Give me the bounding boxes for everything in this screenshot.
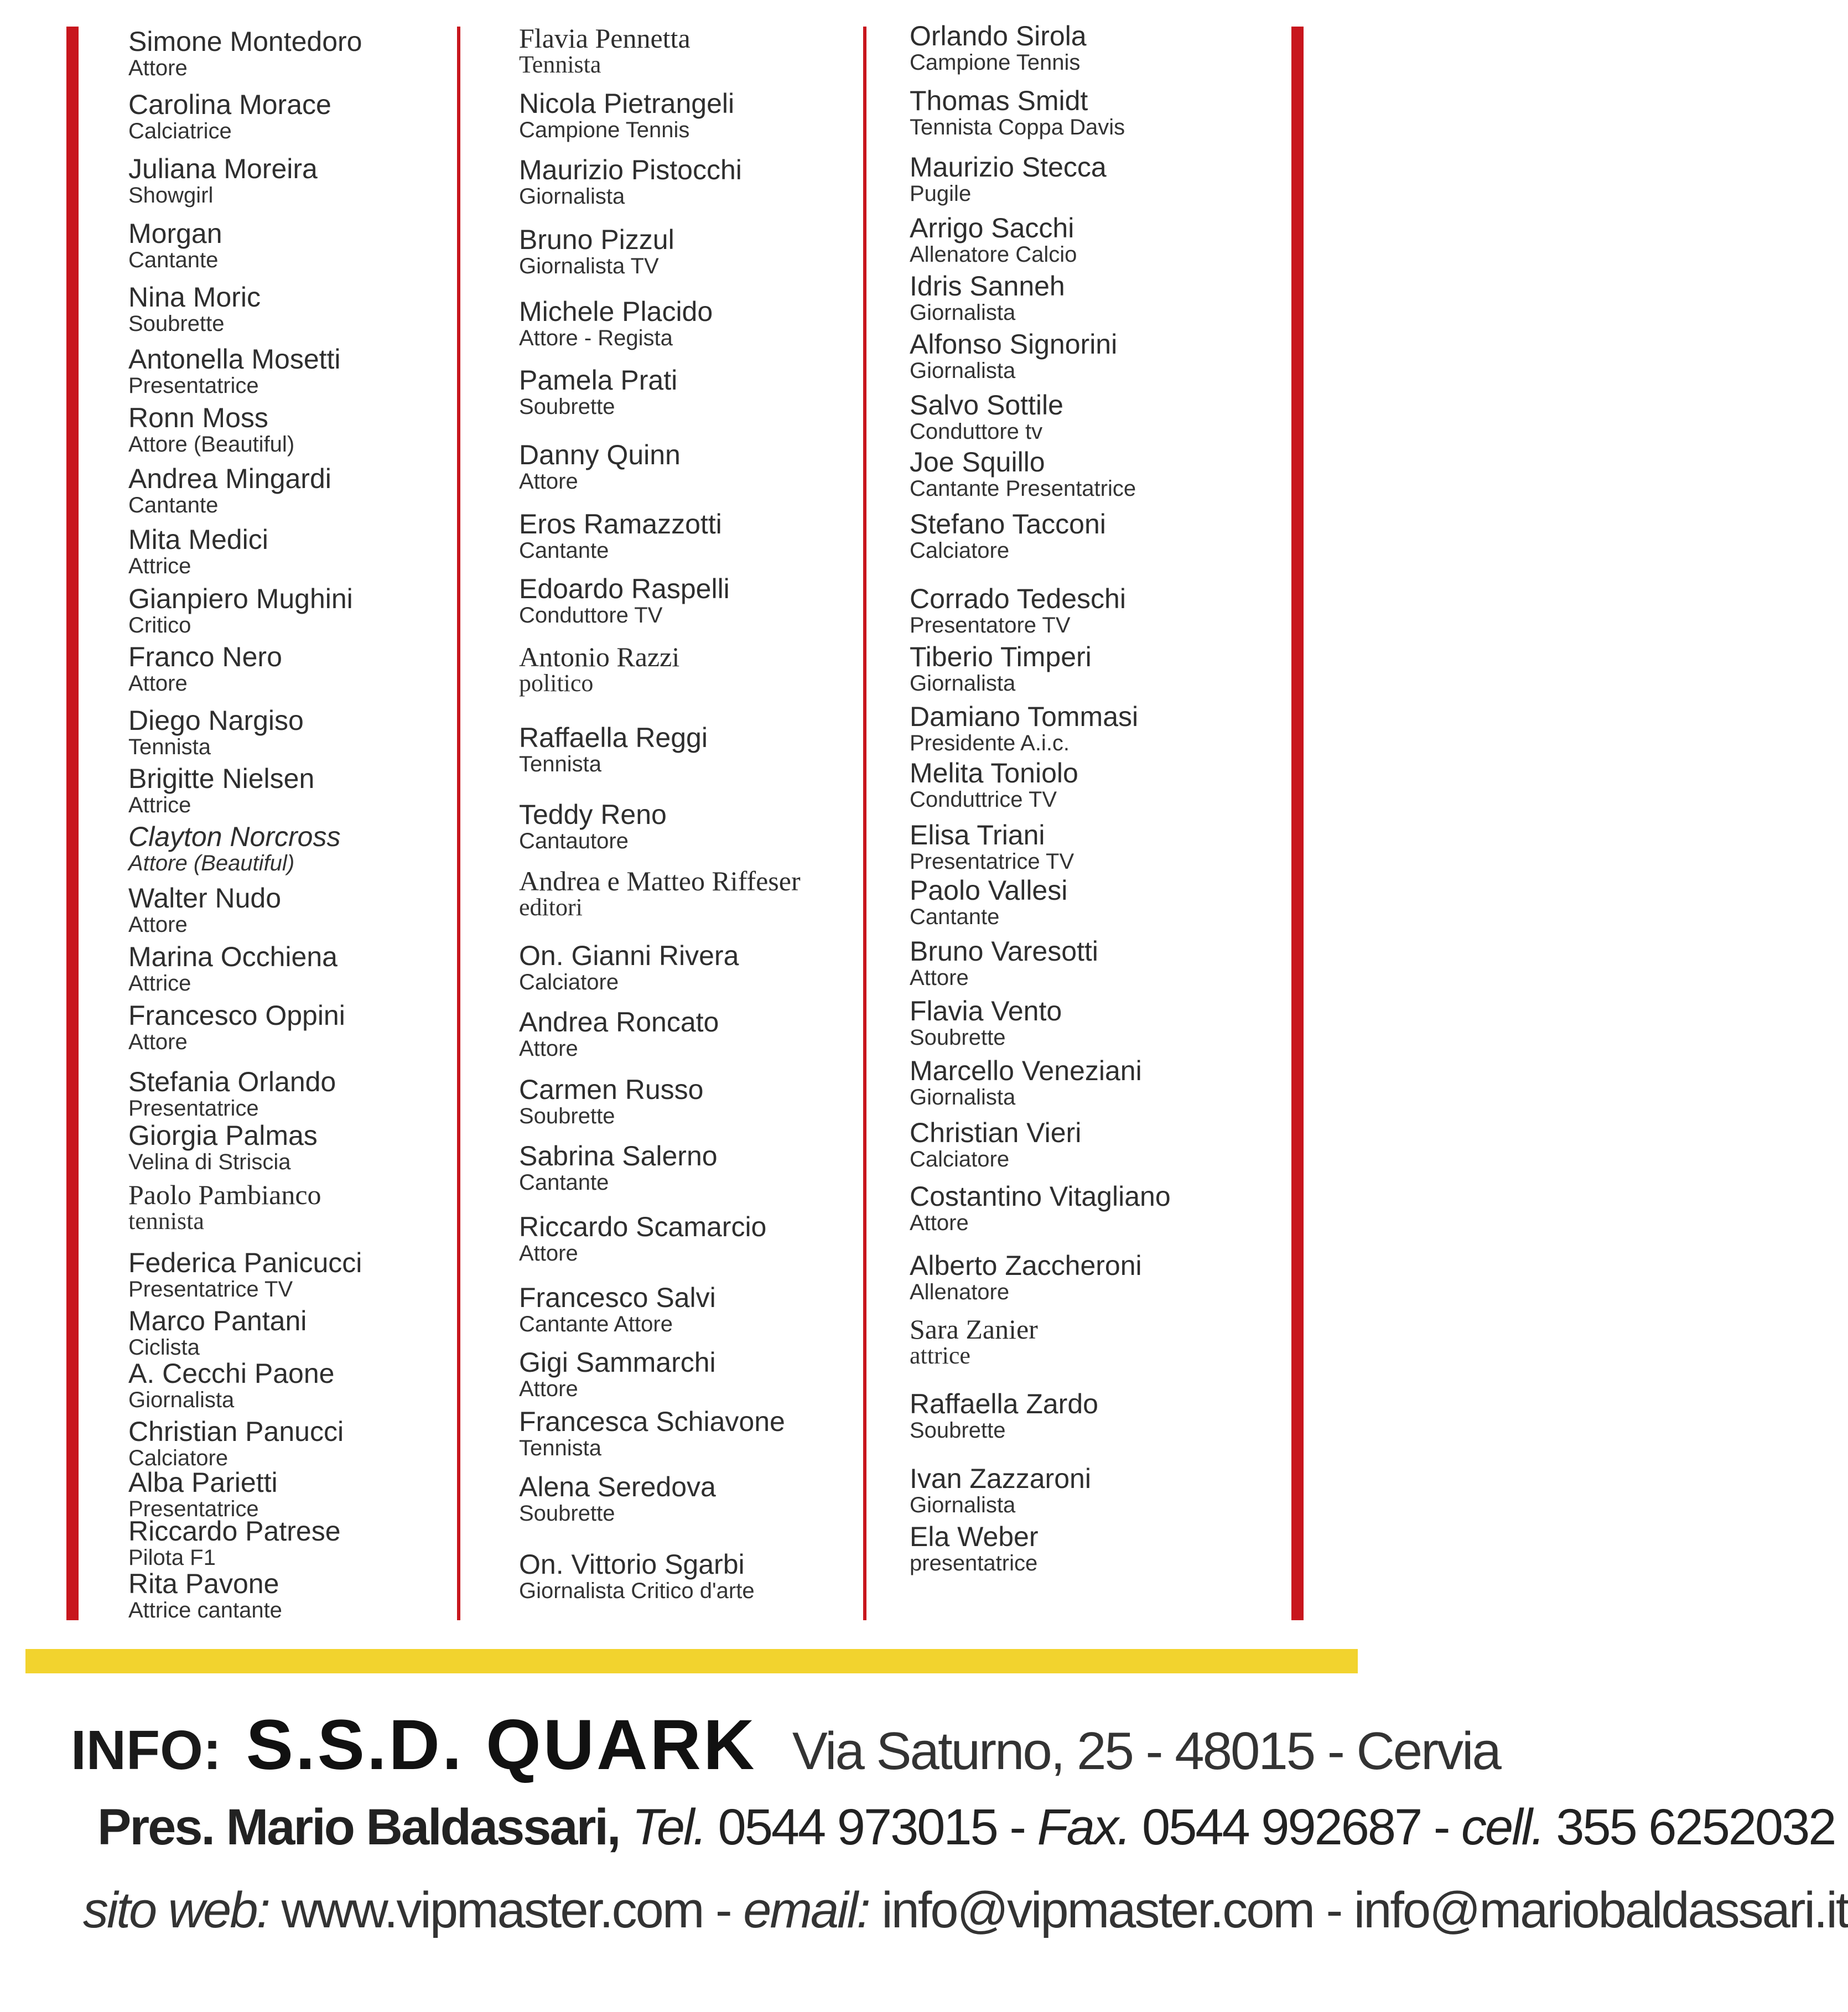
person-name: Damiano Tommasi — [910, 701, 1139, 732]
person-role: Presentatrice TV — [910, 849, 1074, 874]
person-name: Eros Ramazzotti — [519, 509, 722, 540]
person-name: Alberto Zaccheroni — [910, 1250, 1142, 1281]
person-name: Simone Montedoro — [128, 26, 362, 57]
person-role: Pugile — [910, 182, 972, 206]
person-role: Giornalista — [910, 300, 1016, 325]
person-role: Cantante — [519, 1170, 609, 1195]
person-role: Presentatrice — [128, 374, 259, 398]
person-entry — [519, 1212, 766, 1265]
person-entry — [519, 800, 667, 853]
person-entry — [910, 1118, 1081, 1171]
person-entry — [519, 155, 742, 208]
site-label: sito web: — [83, 1882, 269, 1938]
person-name: Mita Medici — [128, 524, 268, 555]
person-name: Flavia Pennetta — [519, 23, 691, 54]
person-role: Cantante — [519, 538, 609, 563]
person-name: On. Gianni Rivera — [519, 940, 739, 971]
person-name: Rita Pavone — [128, 1568, 279, 1599]
person-name: Costantino Vitagliano — [910, 1181, 1171, 1212]
person-name: Salvo Sottile — [910, 390, 1063, 421]
person-role: Campione Tennis — [910, 50, 1081, 75]
person-name: Ela Weber — [910, 1521, 1039, 1552]
person-entry — [910, 584, 1126, 637]
person-entry — [910, 642, 1092, 695]
person-name: Paolo Vallesi — [910, 875, 1068, 906]
person-name: Juliana Moreira — [128, 153, 318, 184]
person-role: Giornalista — [910, 1085, 1016, 1109]
person-role: Giornalista Critico d'arte — [519, 1579, 755, 1603]
person-name: Alba Parietti — [128, 1467, 278, 1498]
person-entry — [519, 225, 674, 278]
person-name: Marina Occhiena — [128, 941, 338, 972]
person-role: Soubrette — [519, 395, 615, 419]
person-name: A. Cecchi Paone — [128, 1358, 335, 1389]
person-entry — [910, 875, 1067, 929]
fax-number: 0544 992687 - — [1142, 1799, 1449, 1855]
person-role: Attore — [128, 56, 188, 80]
person-role: Attrice — [128, 971, 191, 995]
person-name: Stefania Orlando — [128, 1066, 336, 1097]
person-entry — [128, 1000, 345, 1054]
person-name: Paolo Pambianco — [128, 1179, 321, 1210]
person-name: Bruno Pizzul — [519, 224, 674, 255]
person-entry — [910, 1464, 1091, 1517]
person-role: Attore (Beautiful) — [128, 432, 295, 457]
person-role: attrice — [910, 1342, 970, 1369]
email-links[interactable]: info@vipmaster.com - info@mariobaldassari.it — [881, 1882, 1848, 1938]
person-role: editori — [519, 894, 583, 921]
person-entry — [519, 509, 722, 562]
person-role: Calciatore — [128, 1446, 229, 1470]
person-name: Antonella Mosetti — [128, 344, 341, 375]
person-entry — [128, 219, 222, 272]
person-name: Riccardo Scamarcio — [519, 1211, 767, 1242]
person-entry — [910, 1389, 1098, 1442]
person-role: Calciatore — [910, 538, 1010, 563]
cell-label: cell. — [1461, 1799, 1544, 1855]
person-role: Conduttrice TV — [910, 787, 1057, 812]
person-role: Presentatrice TV — [128, 1277, 293, 1301]
person-role: Cantante — [910, 905, 1000, 929]
person-name: Clayton Norcross — [128, 821, 341, 852]
person-role: Calciatrice — [128, 119, 232, 143]
person-role: Attrice cantante — [128, 1598, 282, 1622]
person-role: Attore — [519, 1377, 578, 1401]
email-label: email: — [743, 1882, 869, 1938]
person-name: Gianpiero Mughini — [128, 583, 353, 614]
person-entry — [128, 464, 331, 517]
person-role: Tennista Coppa Davis — [910, 115, 1125, 139]
person-entry — [128, 525, 268, 578]
person-entry — [128, 1358, 334, 1412]
person-entry — [519, 1472, 716, 1525]
person-role: Giornalista — [910, 1493, 1016, 1517]
person-entry — [128, 642, 282, 695]
person-entry — [519, 866, 801, 919]
person-name: Maurizio Stecca — [910, 152, 1107, 183]
person-role: Soubrette — [128, 312, 225, 336]
person-name: Sabrina Salerno — [519, 1140, 718, 1171]
person-role: Allenatore — [910, 1280, 1010, 1304]
footer-info-line — [71, 1704, 1500, 1786]
person-role: Giornalista — [910, 359, 1016, 383]
person-entry — [519, 1347, 716, 1401]
cell-number: 355 6252032 — [1556, 1799, 1835, 1855]
person-name: Sara Zanier — [910, 1314, 1038, 1345]
person-entry — [910, 1181, 1171, 1235]
person-name: Carmen Russo — [519, 1074, 704, 1105]
person-entry — [519, 723, 708, 776]
person-role: Presidente A.i.c. — [910, 731, 1070, 755]
person-name: Andrea Roncato — [519, 1007, 719, 1038]
person-name: Franco Nero — [128, 641, 282, 672]
person-entry — [128, 1306, 307, 1359]
person-role: Pilota F1 — [128, 1546, 216, 1570]
person-role: Critico — [128, 613, 191, 637]
person-entry — [910, 21, 1087, 74]
person-entry — [910, 758, 1078, 811]
person-entry — [519, 941, 739, 994]
person-name: Christian Vieri — [910, 1117, 1082, 1148]
person-role: Attore — [519, 1036, 578, 1061]
person-role: Conduttore tv — [910, 419, 1043, 444]
person-entry — [519, 1549, 755, 1603]
person-entry — [519, 574, 730, 627]
person-entry — [519, 440, 681, 493]
person-role: Tennista — [519, 51, 601, 78]
person-role: Attore — [128, 671, 188, 696]
person-role: Tennista — [128, 735, 211, 759]
person-role: Cantante — [128, 248, 219, 272]
person-entry — [519, 89, 734, 142]
person-role: Soubrette — [519, 1104, 615, 1128]
person-role: Giornalista — [128, 1388, 235, 1412]
person-entry — [910, 996, 1062, 1049]
person-name: Walter Nudo — [128, 883, 282, 914]
person-entry — [519, 365, 677, 418]
tel-label: Tel. — [632, 1799, 705, 1855]
person-name: Ronn Moss — [128, 402, 268, 433]
person-role: Soubrette — [519, 1501, 615, 1526]
person-name: Ivan Zazzaroni — [910, 1463, 1091, 1494]
person-entry — [128, 1569, 282, 1622]
person-role: Tennista — [519, 752, 601, 776]
person-entry — [128, 282, 261, 335]
person-name: Diego Nargiso — [128, 705, 304, 736]
person-role: Cantante Presentatrice — [910, 476, 1136, 501]
divider-rule-1 — [457, 27, 460, 1620]
person-role: politico — [519, 670, 594, 697]
person-entry — [910, 936, 1098, 989]
yellow-divider-bar — [25, 1649, 1358, 1673]
person-role: Soubrette — [910, 1025, 1006, 1050]
person-name: Nina Moric — [128, 282, 261, 313]
person-entry — [128, 822, 340, 875]
person-name: Michele Placido — [519, 296, 713, 327]
person-role: Giornalista — [910, 671, 1016, 696]
person-name: Elisa Triani — [910, 820, 1045, 851]
person-entry — [519, 1141, 718, 1194]
person-role: Allenatore Calcio — [910, 242, 1077, 267]
person-entry — [128, 344, 341, 397]
person-role: Calciatore — [519, 970, 619, 994]
footer-contact-line — [97, 1798, 1835, 1857]
person-name: Marcello Veneziani — [910, 1055, 1142, 1086]
person-name: Orlando Sirola — [910, 20, 1087, 51]
person-role: Attore — [910, 966, 969, 990]
person-role: Attore — [128, 1030, 188, 1054]
divider-rule-2 — [863, 27, 866, 1620]
person-name: Brigitte Nielsen — [128, 763, 315, 794]
person-name: Joe Squillo — [910, 447, 1045, 478]
person-name: Alena Seredova — [519, 1471, 716, 1502]
person-role: Showgirl — [128, 183, 214, 208]
person-name: Flavia Vento — [910, 995, 1062, 1026]
person-role: Ciclista — [128, 1335, 200, 1360]
person-name: Bruno Varesotti — [910, 936, 1098, 967]
person-role: Soubrette — [910, 1418, 1006, 1443]
person-name: Idris Sanneh — [910, 271, 1065, 302]
person-role: Attore — [128, 912, 188, 937]
person-entry — [128, 1417, 344, 1470]
person-entry — [128, 1467, 278, 1521]
person-role: Velina di Striscia — [128, 1150, 291, 1174]
person-entry — [519, 1407, 785, 1460]
person-entry — [910, 86, 1125, 139]
person-entry — [910, 271, 1065, 324]
tel-number: 0544 973015 - — [718, 1799, 1025, 1855]
person-name: Francesco Oppini — [128, 1000, 345, 1031]
left-red-rule — [66, 27, 79, 1620]
person-entry — [519, 1075, 703, 1128]
person-role: Attore (Beautiful) — [128, 851, 295, 875]
fax-label: Fax. — [1037, 1799, 1130, 1855]
website-link[interactable]: www.vipmaster.com - — [281, 1882, 731, 1938]
person-name: Carolina Morace — [128, 89, 331, 120]
person-entry — [128, 706, 304, 759]
person-name: Corrado Tedeschi — [910, 583, 1126, 614]
address: Via Saturno, 25 - 48015 - Cervia — [792, 1721, 1500, 1781]
person-name: Pamela Prati — [519, 365, 678, 396]
person-entry — [519, 642, 679, 695]
person-entry — [910, 702, 1138, 755]
person-name: Federica Panicucci — [128, 1247, 362, 1278]
person-role: Giornalista — [519, 184, 625, 209]
person-name: Gigi Sammarchi — [519, 1347, 716, 1378]
person-entry — [128, 1248, 362, 1301]
person-role: Attrice — [128, 793, 191, 817]
person-role: Cantante — [128, 493, 219, 517]
person-name: Thomas Smidt — [910, 85, 1088, 116]
person-entry — [128, 154, 318, 207]
person-entry — [128, 1180, 321, 1233]
organization-name: S.S.D. QUARK — [246, 1705, 757, 1785]
person-name: Melita Toniolo — [910, 758, 1078, 789]
person-role: presentatrice — [910, 1551, 1038, 1575]
person-role: Attrice — [128, 554, 191, 578]
person-entry — [910, 447, 1136, 500]
person-entry — [519, 1007, 719, 1060]
person-role: Giornalista TV — [519, 254, 659, 278]
person-name: Danny Quinn — [519, 439, 681, 470]
person-entry — [910, 1251, 1142, 1304]
right-red-rule — [1291, 27, 1304, 1620]
person-name: Andrea Mingardi — [128, 463, 331, 494]
person-name: Antonio Razzi — [519, 641, 680, 672]
person-name: Alfonso Signorini — [910, 329, 1118, 360]
person-name: Marco Pantani — [128, 1305, 307, 1336]
person-name: Edoardo Raspelli — [519, 573, 730, 604]
person-name: Francesco Salvi — [519, 1282, 716, 1313]
person-entry — [519, 1283, 716, 1336]
person-name: Christian Panucci — [128, 1416, 344, 1447]
person-entry — [128, 1067, 336, 1120]
person-entry — [910, 213, 1077, 266]
person-entry — [128, 90, 331, 143]
person-name: Riccardo Patrese — [128, 1516, 341, 1547]
person-name: Morgan — [128, 218, 222, 249]
person-name: Francesca Schiavone — [519, 1406, 785, 1437]
person-name: Arrigo Sacchi — [910, 212, 1074, 243]
person-entry — [128, 403, 294, 456]
person-name: Raffaella Zardo — [910, 1388, 1098, 1419]
person-entry — [910, 1314, 1038, 1367]
person-entry — [128, 764, 314, 817]
person-role: Cantautore — [519, 829, 629, 853]
person-entry — [910, 509, 1106, 562]
person-entry — [128, 883, 281, 936]
person-name: On. Vittorio Sgarbi — [519, 1549, 745, 1580]
info-label: INFO: — [71, 1719, 222, 1781]
person-entry — [910, 390, 1063, 443]
person-role: Calciatore — [910, 1147, 1010, 1171]
person-name: Maurizio Pistocchi — [519, 154, 742, 185]
person-role: Attore — [519, 1241, 578, 1266]
person-name: Tiberio Timperi — [910, 641, 1092, 672]
person-role: Cantante Attore — [519, 1312, 673, 1336]
person-role: Conduttore TV — [519, 603, 663, 628]
person-entry — [128, 584, 353, 637]
person-entry — [910, 820, 1074, 873]
person-role: Attore — [519, 469, 578, 494]
person-role: tennista — [128, 1207, 204, 1235]
person-name: Raffaella Reggi — [519, 722, 708, 753]
person-entry — [519, 297, 713, 350]
person-role: Campione Tennis — [519, 118, 690, 142]
person-role: Attore - Regista — [519, 326, 673, 350]
person-entry — [910, 1522, 1039, 1575]
person-name: Stefano Tacconi — [910, 509, 1106, 540]
person-name: Giorgia Palmas — [128, 1120, 318, 1151]
person-entry — [128, 1516, 341, 1569]
person-entry — [128, 942, 338, 995]
person-entry — [910, 152, 1107, 205]
person-entry — [519, 23, 691, 76]
person-name: Teddy Reno — [519, 799, 667, 830]
person-name: Andrea e Matteo Riffeser — [519, 865, 801, 896]
person-role: Tennista — [519, 1436, 601, 1460]
person-name: Nicola Pietrangeli — [519, 88, 735, 119]
person-entry — [910, 329, 1117, 382]
person-entry — [128, 27, 362, 80]
person-entry — [910, 1056, 1142, 1109]
person-role: Presentatrice — [128, 1497, 259, 1521]
president-name: Pres. Mario Baldassari, — [97, 1799, 620, 1855]
person-entry — [128, 1121, 318, 1174]
person-role: Attore — [910, 1211, 969, 1235]
person-role: Presentatore TV — [910, 613, 1071, 637]
person-role: Presentatrice — [128, 1096, 259, 1121]
footer-web-line — [83, 1881, 1848, 1940]
